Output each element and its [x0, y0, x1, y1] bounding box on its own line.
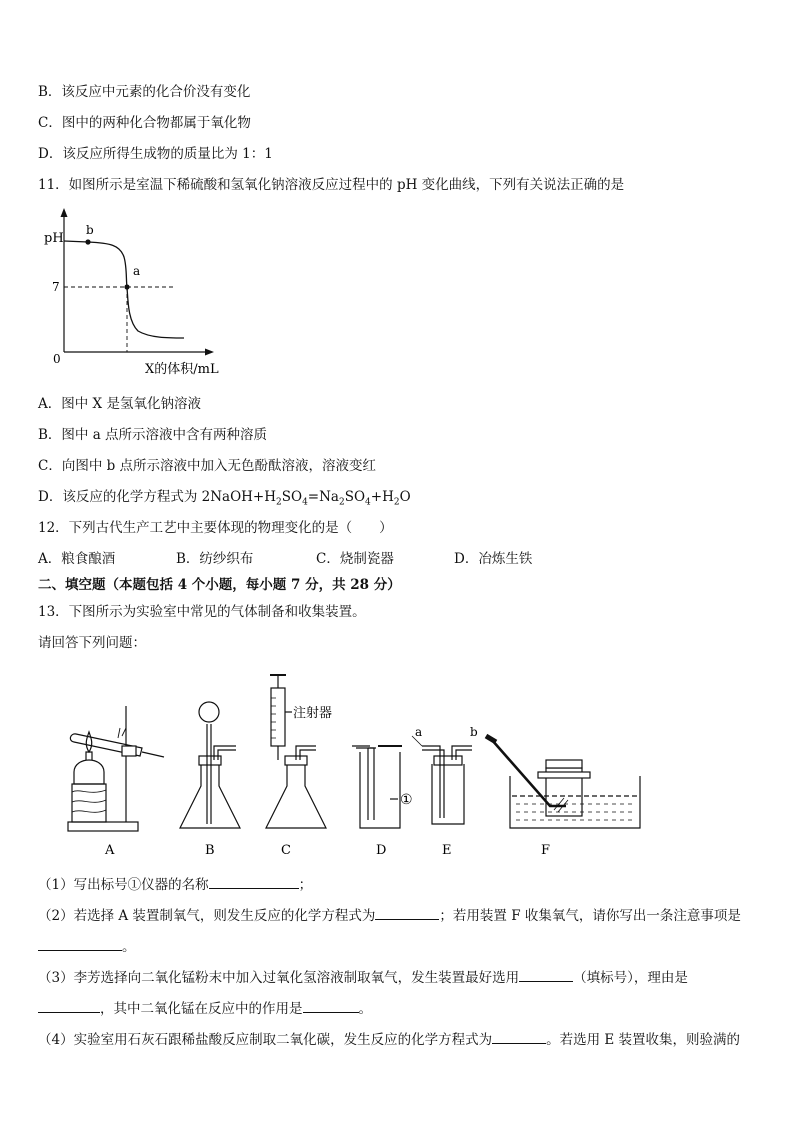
x-axis-label: X的体积/mL — [145, 362, 219, 377]
q13-sub4: （4）实验室用石灰石跟稀盐酸反应制取二氧化碳，发生反应的化学方程式为 。若选用 E 装置收集，则验满的 — [38, 1029, 740, 1049]
wood-block — [72, 784, 106, 822]
label-d: D — [376, 843, 387, 858]
label-f: F — [541, 843, 551, 858]
q10-option-c: C．图中的两种化合物都属于氧化物 — [38, 115, 251, 131]
q12-option-d: D．冶炼生铁 — [454, 551, 533, 567]
point-b-label: b — [86, 223, 94, 237]
lamp-flame — [86, 732, 91, 752]
label-b: B — [205, 843, 215, 858]
ph-curve — [64, 241, 184, 338]
q11-option-a: A．图中 X 是氢氧化钠溶液 — [38, 396, 201, 412]
alcohol-lamp — [74, 760, 104, 784]
tick-7: 7 — [52, 280, 60, 294]
label-a: A — [105, 843, 115, 858]
answer-blank[interactable] — [38, 936, 122, 951]
q13-sub2-cont: 。 — [38, 936, 136, 956]
q13-sub1: （1）写出标号①仪器的名称 ； — [38, 874, 312, 894]
section-heading: 二、填空题（本题包括 4 个小题，每小题 7 分，共 28 分） — [38, 577, 401, 593]
stopper-e — [434, 756, 462, 765]
apparatus-c — [266, 675, 326, 828]
q11-stem: 11．如图所示是室温下稀硫酸和氢氧化钠溶液反应过程中的 pH 变化曲线，下列有关说法正确的是 — [38, 177, 625, 193]
point-a-label: a — [133, 264, 141, 278]
q12-options — [38, 550, 532, 568]
answer-blank[interactable] — [38, 998, 100, 1013]
mark-1: ① — [400, 792, 413, 808]
q10-option-d: D．该反应所得生成物的质量比为 1：1 — [38, 146, 273, 162]
syringe-barrel — [271, 688, 285, 746]
flask-b — [180, 764, 240, 828]
q13-sub3-cont: ，其中二氧化锰在反应中的作用是 。 — [38, 998, 372, 1018]
q12-stem: 12．下列古代生产工艺中主要体现的物理变化的是（ ） — [38, 520, 393, 536]
apparatus-b — [180, 702, 240, 828]
stand-base — [68, 822, 138, 831]
point-a-dot — [124, 284, 129, 289]
port-b: b — [470, 725, 478, 739]
q10-option-b: B．该反应中元素的化合价没有变化 — [38, 84, 251, 100]
point-b-dot — [85, 239, 90, 244]
bottle-e — [432, 764, 464, 824]
delivery-tube-a — [142, 752, 164, 757]
q12-option-a: A．粮食酿酒 — [38, 551, 116, 567]
port-a: a — [415, 725, 423, 739]
q13-sub2: （2）若选择 A 装置制氧气，则发生反应的化学方程式为 ；若用装置 F 收集氧气，请你写出一条注意事项是 — [38, 905, 741, 925]
label-e: E — [442, 843, 452, 858]
apparatus-e — [412, 736, 472, 824]
answer-blank[interactable] — [303, 998, 359, 1013]
apparatus-diagram — [60, 668, 700, 863]
bottle-d — [360, 752, 400, 828]
q12-option-b: B．纺纱织布 — [176, 551, 254, 567]
label-c: C — [281, 843, 291, 858]
origin-label: 0 — [53, 352, 61, 366]
answer-blank[interactable] — [375, 905, 439, 920]
q11-option-c: C．向图中 b 点所示溶液中加入无色酚酞溶液，溶液变红 — [38, 458, 377, 474]
q11-option-b: B．图中 a 点所示溶液中含有两种溶质 — [38, 427, 268, 443]
flask-c — [266, 764, 326, 828]
test-tube-clamp — [122, 746, 136, 756]
answer-blank[interactable] — [519, 967, 573, 982]
apparatus-d — [352, 746, 402, 828]
answer-blank[interactable] — [209, 874, 299, 889]
q13-prompt: 请回答下列问题： — [38, 635, 146, 651]
ph-curve-graph — [38, 205, 238, 385]
syringe-label: 注射器 — [293, 706, 333, 721]
q11-option-d: D．该反应的化学方程式为 $2NaOH+H_2SO_4=Na_2SO_4+H_2O$ — [38, 489, 411, 508]
apparatus-f — [486, 736, 640, 828]
bottle-cap — [546, 760, 582, 768]
q13-stem: 13．下图所示为实验室中常见的气体制备和收集装置。 — [38, 604, 366, 620]
x-axis-arrow — [205, 349, 214, 356]
apparatus-a — [68, 706, 164, 831]
y-axis-arrow — [61, 208, 68, 217]
q13-sub3: （3）李芳选择向二氧化锰粉末中加入过氧化氢溶液制取氧气，发生装置最好选用 （填标号），理由是 — [38, 967, 688, 987]
funnel-bulb — [199, 702, 219, 722]
answer-blank[interactable] — [492, 1029, 546, 1044]
y-axis-label: pH — [44, 231, 64, 246]
q12-option-c: C．烧制瓷器 — [316, 551, 394, 567]
